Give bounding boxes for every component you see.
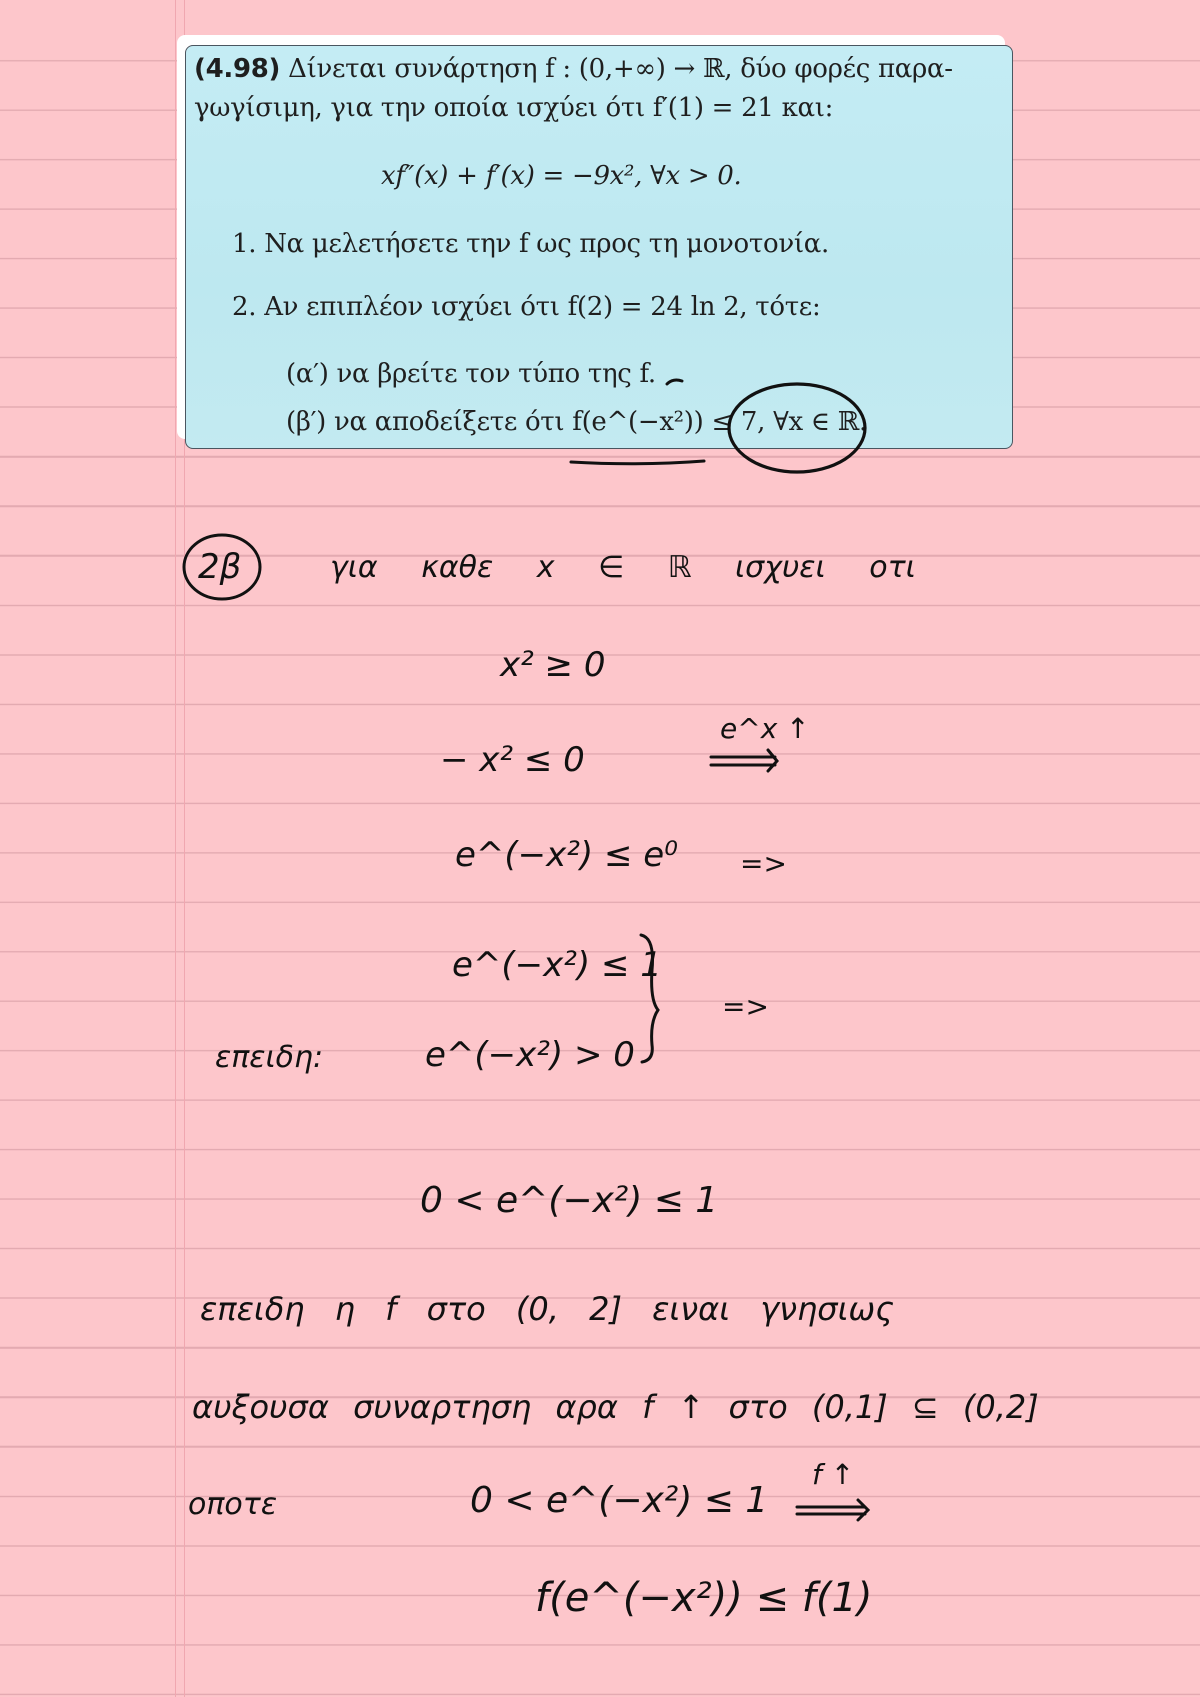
item1-number: 1. [232,229,257,259]
arrow4-label: f ↑ [812,1458,855,1491]
problem-intro-text1: Δίνεται συνάρτηση f : (0,+∞) → ℝ, δύο φορές παρα- [288,54,953,84]
note-line-3: − x² ≤ 0 [440,740,585,780]
note-line-10-start: οποτε [188,1487,278,1522]
sub-b-text: να αποδείξετε ότι f(e^(−x²)) ≤ 7, ∀x ∈ ℝ. [334,407,867,437]
problem-intro-line2: γωγίσιμη, για την οποία ισχύει ότι f′(1) = 21 και: [194,93,834,123]
arrow1-label: e^x ↑ [720,712,810,745]
note-line-10: 0 < e^(−x²) ≤ 1 [470,1480,769,1521]
note-line-2: x² ≥ 0 [500,645,606,685]
sub-a-label: (α′) [286,359,329,389]
note-line-4: e^(−x²) ≤ e⁰ [455,835,678,875]
note-line-6: e^(−x²) > 0 [425,1035,635,1075]
item1-text: Να μελετήσετε την f ως προς τη μονοτονία. [264,229,829,259]
note-line-9: αυξουσα συναρτηση αρα f ↑ στο (0,1] ⊆ (0,2] [192,1388,1039,1426]
tick-stroke [667,380,682,384]
item2-number: 2. [232,292,257,322]
arrow-2: => [740,847,787,880]
note-line-5: e^(−x²) ≤ 1 [452,945,662,985]
sub-a-text: να βρείτε τον τύπο της f. [336,359,656,389]
note-line-1: για καθε x ∈ ℝ ισχυει οτι [330,550,916,585]
double-arrow-4 [797,1500,868,1520]
note-line-11: f(e^(−x²)) ≤ f(1) [535,1575,873,1621]
problem-equation: xf″(x) + f′(x) = −9x², ∀x > 0. [381,161,742,191]
underline-stroke [571,461,704,464]
circle-stroke [729,384,865,472]
note-line-8: επειδη η f στο (0, 2] ειναι γνησιως [200,1290,894,1328]
epeidi-label: επειδη: [215,1040,324,1075]
double-arrow-1 [711,750,777,771]
sub-b-label: (β′) [286,407,327,437]
arrow-3: => [722,990,769,1023]
question-label: 2β [198,547,242,587]
note-line-7: 0 < e^(−x²) ≤ 1 [420,1180,719,1221]
item2-text: Αν επιπλέον ισχύει ότι f(2) = 24 ln 2, τότε: [264,292,821,322]
problem-number: (4.98) [194,54,281,84]
